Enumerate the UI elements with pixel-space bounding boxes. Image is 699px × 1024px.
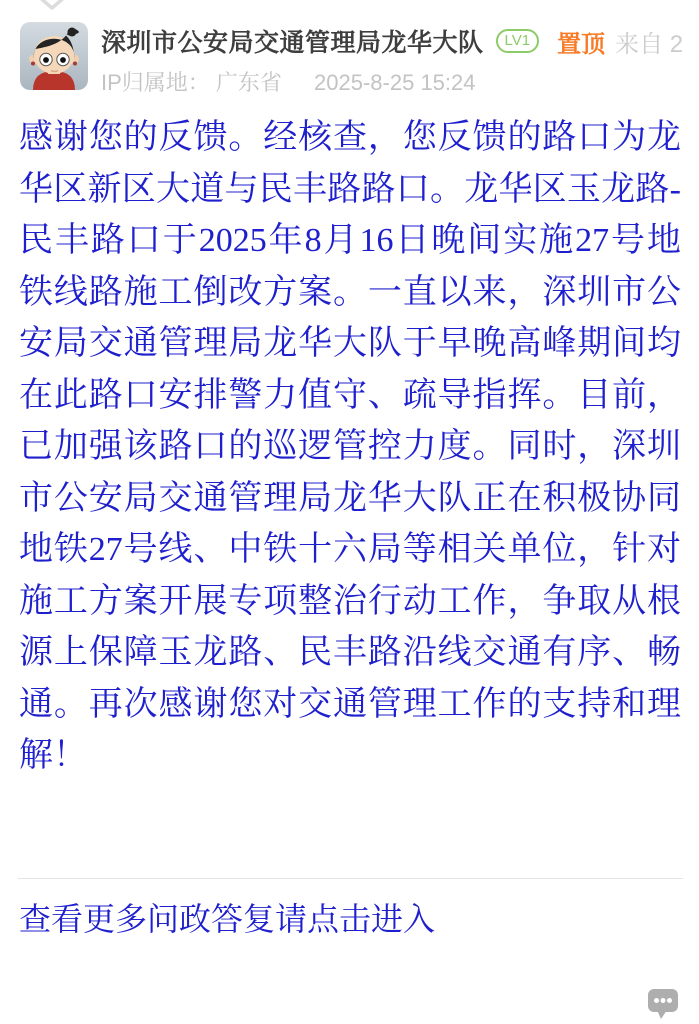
- ip-location: IP归属地： 广东省: [101, 70, 282, 95]
- username[interactable]: 深圳市公安局交通管理局龙华大队: [101, 29, 484, 57]
- chevron-down-icon[interactable]: [36, 0, 68, 10]
- post-header: [20, 22, 699, 97]
- timestamp: 2025-8-25 15:24: [314, 70, 476, 95]
- more-replies-link[interactable]: 查看更多问政答复请点击进入: [19, 901, 436, 937]
- comment-bubble-icon[interactable]: [648, 988, 678, 1020]
- post-source: 来自 2: [615, 30, 684, 58]
- reply-text: 感谢您的反馈。经核查，您反馈的路口为龙华区新区大道与民丰路路口。龙华区玉龙路-民丰路口于2025年8月16日晚间实施27号地铁线路施工倒改方案。一直以来，深圳市公安局交通管理局龙华大队于早晚高峰期间均在此路口安排警力值守、疏导指挥。目前，已加强该路口的巡逻管控力度。同时，深圳市公安局交通管理局龙华大队正在积极协同地铁27号线、中铁十六局等相关单位，针对施工方案开展专项整治行动工作，争取从根源上保障玉龙路、民丰路沿线交通有序、畅通。再次感谢您对交通管理工作的支持和理解！: [19, 119, 681, 774]
- avatar[interactable]: [20, 22, 88, 90]
- divider: [18, 878, 683, 879]
- header-text: [101, 22, 699, 97]
- name-row: [101, 23, 699, 59]
- level-badge: LV1: [496, 29, 540, 53]
- post-meta: [101, 66, 699, 97]
- pinned-badge: 置顶: [557, 30, 606, 58]
